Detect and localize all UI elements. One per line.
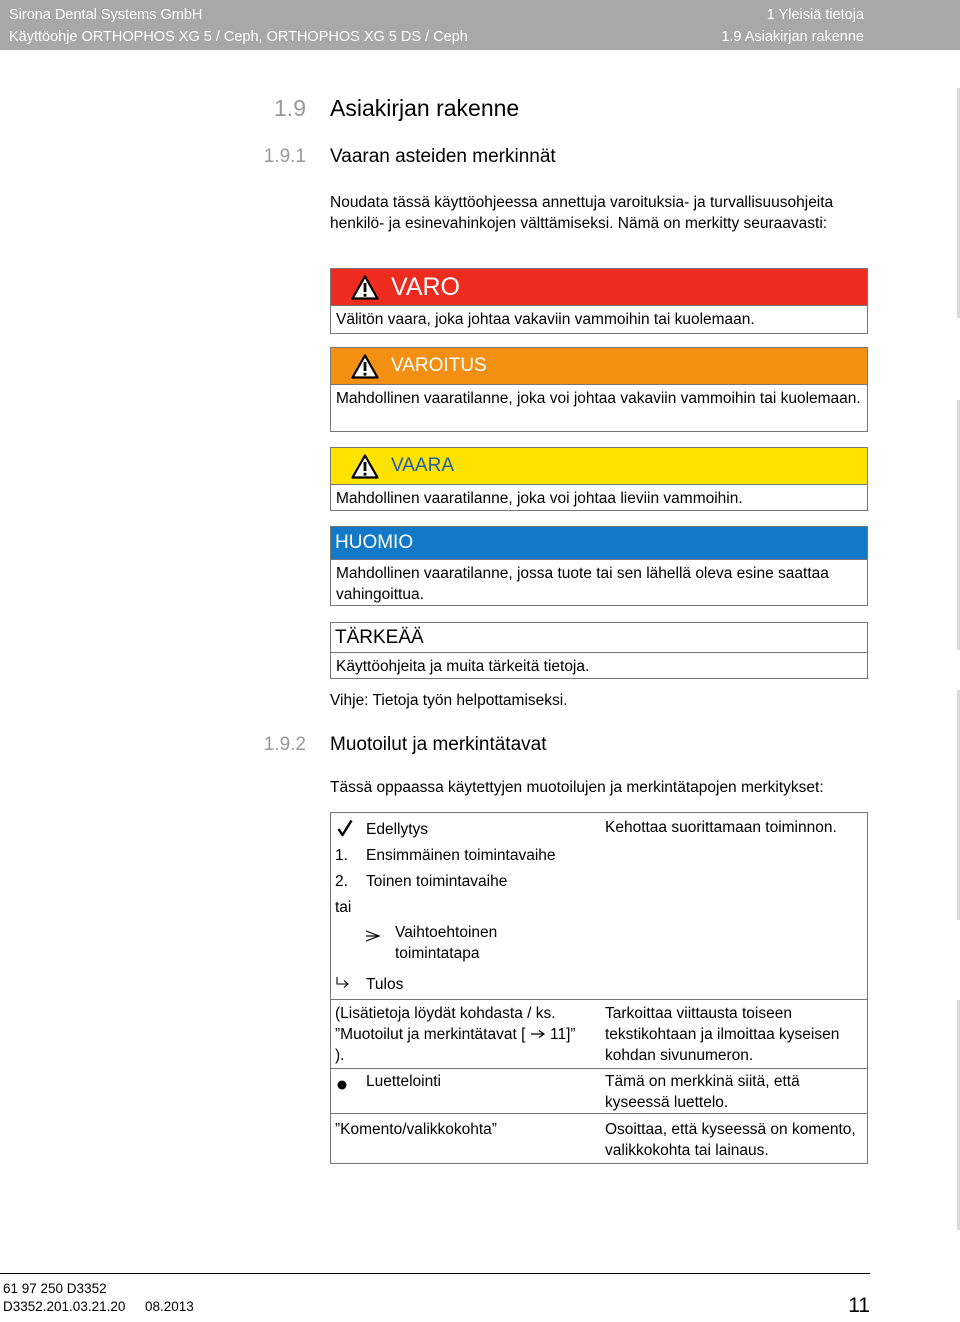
result-label: Tulos: [366, 976, 404, 993]
notice-danger: [330, 268, 868, 334]
notice-danger-band: [331, 269, 867, 305]
arrow-right-icon: [530, 1026, 546, 1043]
notice-important-band: [331, 623, 867, 652]
subsection-title: Muotoilut ja merkintätavat: [330, 734, 547, 755]
checkmark-icon: [337, 819, 353, 843]
footer-date: 08.2013: [145, 1299, 194, 1314]
footer-divider: [0, 1273, 870, 1274]
footer-order-code: 61 97 250 D3352: [3, 1281, 107, 1296]
cross-reference-page: 11: [550, 1026, 567, 1043]
notice-caution-band: [331, 448, 867, 484]
footer-version: D3352.201.03.21.20: [3, 1299, 126, 1314]
notice-warning-label: VAROITUS: [391, 355, 487, 376]
tip-note: [330, 692, 568, 710]
bullet-icon: [336, 1076, 348, 1097]
row-divider: [331, 999, 867, 1000]
warning-triangle-icon: [351, 454, 379, 479]
row-divider: [331, 1068, 867, 1069]
notice-caution: [330, 447, 868, 511]
alternative-text: Vaihtoehtoinen toimintatapa: [395, 924, 498, 962]
header-section: 1.9 Asiakirjan rakenne: [721, 29, 864, 45]
result-arrow-icon: [335, 975, 351, 996]
notice-notice-band: [331, 527, 867, 559]
subsection-title: Vaaran asteiden merkinnät: [330, 146, 556, 167]
notice-danger-text: Välitön vaara, joka johtaa vakaviin vammoihin tai kuolemaan.: [331, 305, 867, 334]
subsection-number: 1.9.1: [263, 146, 306, 167]
cross-reference-end: ]” ).: [335, 1026, 576, 1064]
notice-warning-band: [331, 348, 867, 384]
notice-danger-label: VARO: [391, 272, 460, 301]
warning-triangle-icon: [351, 275, 379, 300]
header-company: Sirona Dental Systems GmbH: [9, 7, 203, 23]
notice-notice: [330, 526, 868, 606]
cross-reference-example: [335, 1003, 585, 1066]
page-number: 11: [848, 1294, 870, 1317]
row-divider: [331, 1113, 867, 1114]
section-number: 1.9: [274, 95, 306, 121]
header-chapter: 1 Yleisiä tietoja: [766, 7, 864, 23]
notice-notice-label: HUOMIO: [335, 532, 414, 553]
notice-important-text: Käyttöohjeita ja muita tärkeitä tietoja.: [331, 652, 867, 681]
warning-triangle-icon: [351, 354, 379, 379]
arrow-right-icon: [365, 927, 381, 948]
tip-label: Vihje:: [330, 692, 369, 709]
notice-important: [330, 622, 868, 679]
cross-reference-text: (Lisätietoja löydät kohdasta / ks. ”Muotoilut ja merkintätavat [: [335, 1005, 556, 1043]
step-text: Toinen toimintavaihe: [366, 873, 508, 890]
page-header: [0, 0, 960, 50]
notice-caution-label: VAARA: [391, 455, 455, 476]
menu-example: ”Komento/valikkokohta”: [335, 1121, 497, 1138]
step-number: 1.: [335, 847, 348, 864]
notice-notice-text: Mahdollinen vaaratilanne, jossa tuote tai sen lähellä oleva esine saattaa vahingoittua.: [331, 559, 867, 609]
section-title: Asiakirjan rakenne: [330, 95, 520, 121]
header-manual-title: Käyttöohje ORTHOPHOS XG 5 / Ceph, ORTHOPHOS XG 5 DS / Ceph: [9, 29, 468, 45]
or-label: tai: [335, 899, 352, 916]
formats-table: [330, 812, 868, 1164]
notice-warning-text: Mahdollinen vaaratilanne, joka voi johtaa vakaviin vammoihin tai kuolemaan.: [331, 384, 867, 413]
prerequisite-label: Edellytys: [366, 821, 429, 838]
tip-text: Tietoja työn helpottamiseksi.: [372, 692, 568, 709]
step-text: Ensimmäinen toimintavaihe: [366, 847, 556, 864]
subsection-number: 1.9.2: [263, 734, 306, 755]
notice-important-label: TÄRKEÄÄ: [335, 626, 424, 648]
notice-warning: [330, 347, 868, 432]
menu-description: Osoittaa, että kyseessä on komento, valikkokohta tai lainaus.: [605, 1121, 856, 1159]
list-description: Tämä on merkkinä siitä, että kyseessä luettelo.: [605, 1073, 800, 1111]
intro-paragraph: Noudata tässä käyttöohjeessa annettuja varoituksia- ja turvallisuusohjeita henkilö- ja esinevahinkojen välttämiseksi. Nämä on merkitty seuraavasti:: [330, 194, 834, 232]
steps-description: Kehottaa suorittamaan toiminnon.: [605, 819, 837, 836]
step-number: 2.: [335, 873, 348, 890]
list-example: Luettelointi: [366, 1073, 441, 1090]
cross-reference-description: Tarkoittaa viittausta toiseen tekstikohtaan ja ilmoittaa kyseisen kohdan sivunumeron.: [605, 1005, 840, 1064]
intro-paragraph: Tässä oppaassa käytettyjen muotoilujen ja merkintätapojen merkitykset:: [330, 779, 824, 796]
notice-caution-text: Mahdollinen vaaratilanne, joka voi johtaa lieviin vammoihin.: [331, 484, 867, 513]
